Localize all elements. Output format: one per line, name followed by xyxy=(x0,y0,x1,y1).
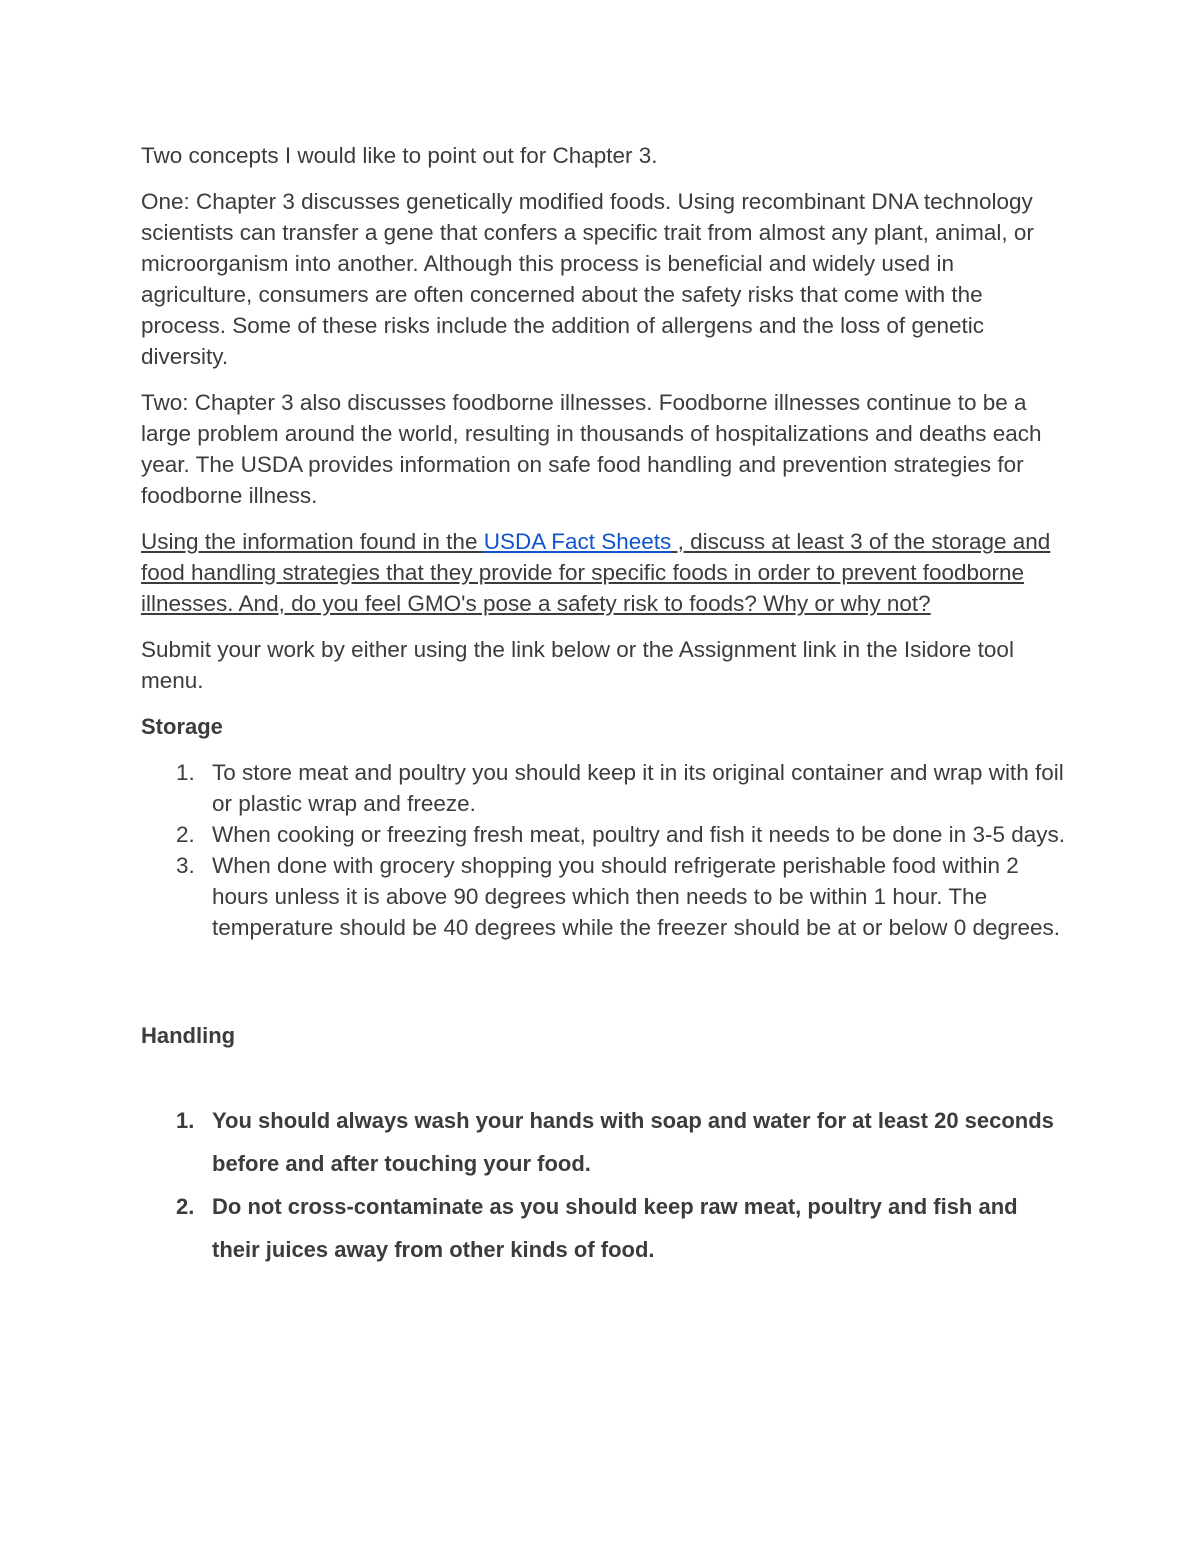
paragraph-two: Two: Chapter 3 also discusses foodborne illnesses. Foodborne illnesses continue to be a large problem around the world, resulting in thousands of hospitalizations and deaths each year. The USDA provides information on safe food handling and prevention strategies for foodborne illness. xyxy=(141,390,1042,508)
list-item xyxy=(141,850,1066,943)
list-item-text: When cooking or freezing fresh meat, poultry and fish it needs to be done in 3-5 days. xyxy=(212,822,1065,847)
list-item-text: You should always wash your hands with soap and water for at least 20 seconds before and after touching your food. xyxy=(212,1108,1054,1176)
list-item xyxy=(141,757,1066,819)
list-number: 2. xyxy=(176,822,195,847)
list-item-text: To store meat and poultry you should keep it in its original container and wrap with foil or plastic wrap and freeze. xyxy=(212,760,1064,816)
list-number: 1. xyxy=(176,1108,195,1133)
list-number: 2. xyxy=(176,1194,195,1219)
assignment-prompt xyxy=(141,526,1066,619)
paragraph-one: One: Chapter 3 discusses genetically modified foods. Using recombinant DNA technology scientists can transfer a gene that confers a specific trait from almost any plant, animal, or microorganism into another. Although this process is beneficial and widely used in agriculture, consumers are often concerned about the safety risks that come with the process. Some of these risks include the addition of allergens and the loss of genetic diversity. xyxy=(141,189,1034,369)
list-item-text: Do not cross-contaminate as you should keep raw meat, poultry and fish and their juices away from other kinds of food. xyxy=(212,1194,1018,1262)
handling-list xyxy=(141,1099,1066,1271)
usda-fact-sheets-link[interactable]: USDA Fact Sheets xyxy=(483,529,672,554)
assignment-prompt-lead: Using the information found in the xyxy=(141,529,484,554)
list-item-text: When done with grocery shopping you should refrigerate perishable food within 2 hours unless it is above 90 degrees which then needs to be within 1 hour. The temperature should be 40 degrees while the freezer should be at or below 0 degrees. xyxy=(212,853,1061,940)
list-number: 1. xyxy=(176,760,195,785)
storage-heading: Storage xyxy=(141,714,223,739)
submit-instructions: Submit your work by either using the link below or the Assignment link in the Isidore tool menu. xyxy=(141,637,1014,693)
list-number: 3. xyxy=(176,853,195,878)
assignment-prompt-rest: , discuss at least 3 of the storage and food handling strategies that they provide for specific foods in order to prevent foodborne illnesses. And, do you feel GMO's pose a safety risk to foods? Why or why not? xyxy=(141,529,1051,616)
storage-list xyxy=(141,757,1066,943)
document-page xyxy=(141,140,1066,1271)
list-item xyxy=(141,1185,1066,1271)
list-item xyxy=(141,1099,1066,1185)
list-item xyxy=(141,819,1066,850)
intro-text: Two concepts I would like to point out for Chapter 3. xyxy=(141,143,658,168)
handling-heading: Handling xyxy=(141,1023,236,1048)
